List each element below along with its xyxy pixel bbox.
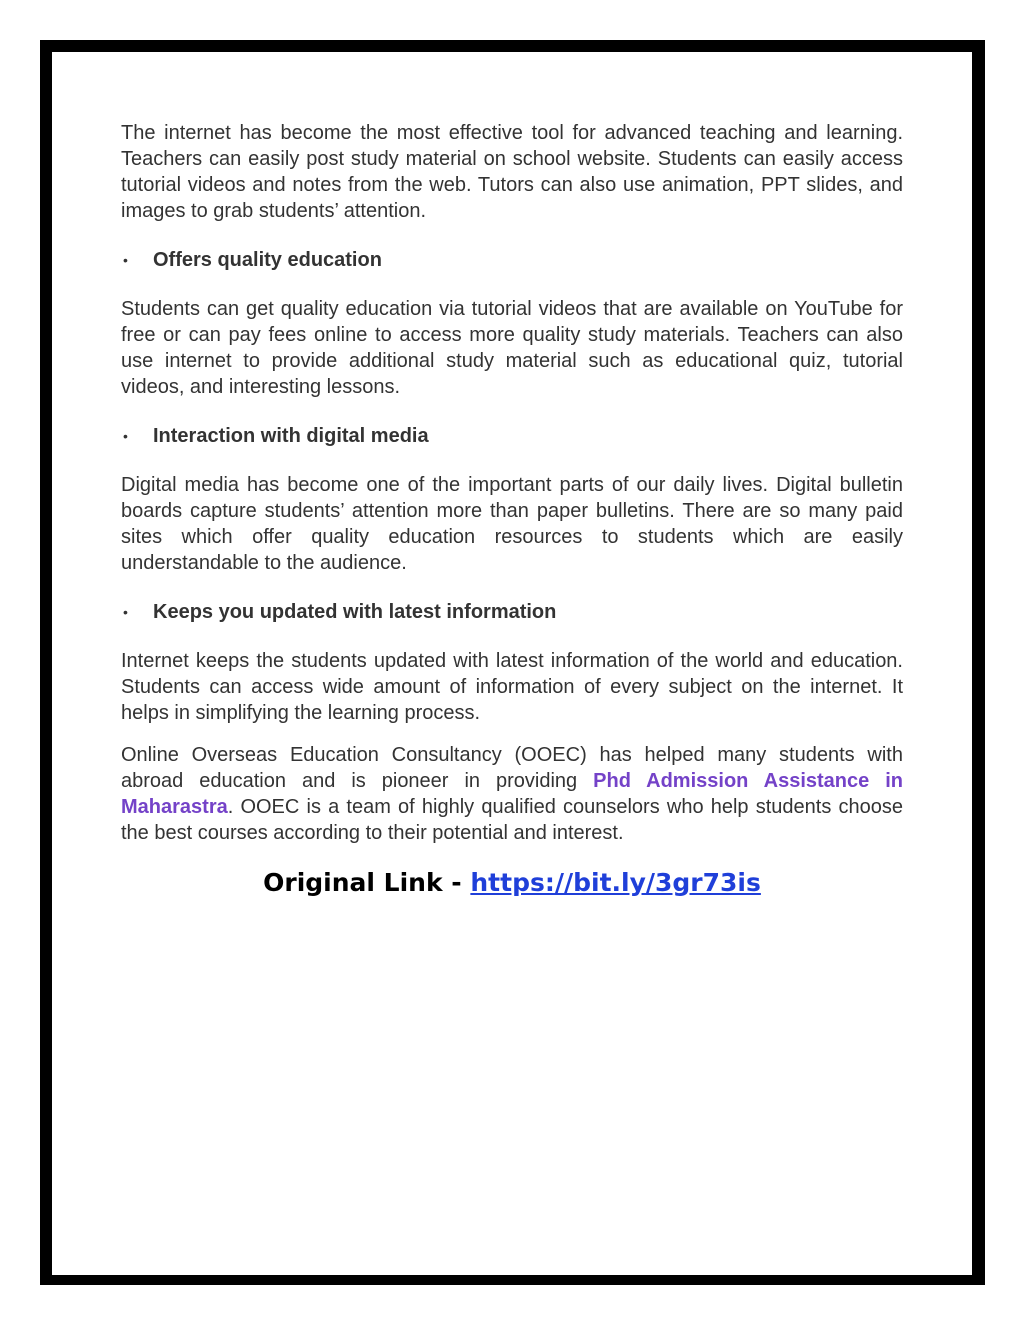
intro-paragraph: The internet has become the most effective tool for advanced teaching and learning. Teachers can easily post study material on school website. Students can easily access tutorial videos and notes from the web. Tutors can also use animation, PPT slides, and images to grab students’ attention. (121, 122, 903, 222)
quality-paragraph: Students can get quality education via tutorial videos that are available on YouTube for free or can pay fees online to access more quality study materials. Teachers can also use internet to provide additional study material such as educational quiz, tutorial videos, and interesting lessons. (121, 298, 903, 398)
phd-admission-link[interactable]: Phd Admission Assistance in Maharastra (121, 770, 903, 818)
bullet-icon: • (123, 252, 128, 268)
original-link-line (121, 866, 903, 900)
media-paragraph: Digital media has become one of the important parts of our daily lives. Digital bulletin boards capture students’ attention more than paper bulletins. There are so many paid sites which offer quality education resources to students which are easily understandable to the audience. (121, 474, 903, 574)
heading-label: Interaction with digital media (153, 425, 429, 447)
document-content (121, 120, 903, 900)
ooec-text-start: Online Overseas Education Consultancy (OOEC) has helped many students with abroad education and is pioneer in providing (121, 744, 903, 792)
original-link-url[interactable]: https://bit.ly/3gr73is (470, 868, 761, 897)
heading-label: Keeps you updated with latest information (153, 601, 557, 623)
ooec-text-end: . OOEC is a team of highly qualified counselors who help students choose the best courses according to their potential and interest. (121, 796, 903, 844)
bullet-icon: • (123, 428, 128, 444)
updated-paragraph: Internet keeps the students updated with latest information of the world and education. Students can access wide amount of information of every subject on the internet. It helps in simplifying the learning process. (121, 650, 903, 724)
bullet-icon: • (123, 604, 128, 620)
ooec-paragraph (121, 742, 903, 846)
heading-offers-quality-education (121, 247, 903, 273)
original-link-label: Original Link - (263, 868, 471, 897)
heading-label: Offers quality education (153, 249, 382, 271)
document-page (40, 40, 985, 1285)
heading-keeps-you-updated (121, 599, 903, 625)
heading-interaction-digital-media (121, 423, 903, 449)
